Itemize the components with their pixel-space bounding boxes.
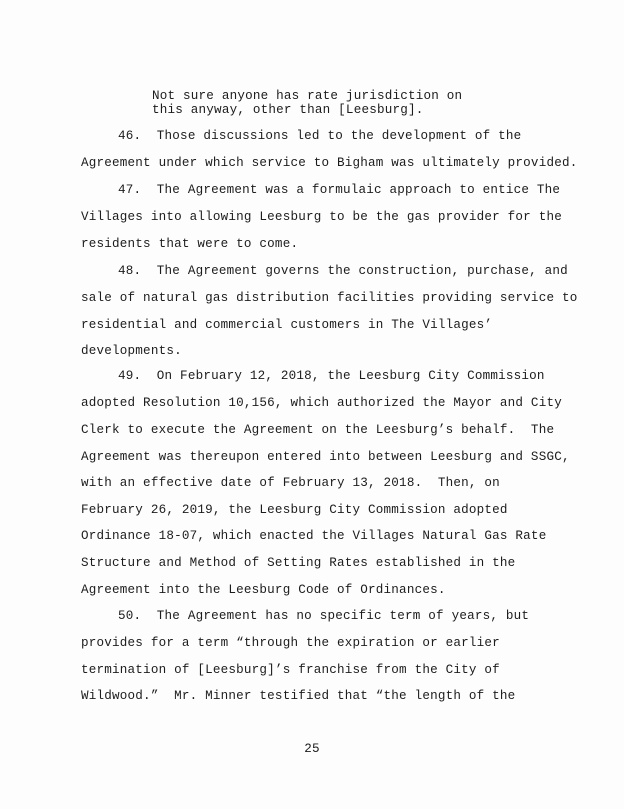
paragraph-46-line: 46. Those discussions led to the development of the (118, 129, 522, 143)
page-number: 25 (304, 742, 320, 756)
paragraph-46-line: Agreement under which service to Bigham was ultimately provided. (81, 156, 578, 170)
paragraph-49-line: adopted Resolution 10,156, which authorized the Mayor and City (81, 396, 562, 410)
paragraph-49-line: with an effective date of February 13, 2018. Then, on (81, 476, 500, 490)
paragraph-50-line: Wildwood.” Mr. Minner testified that “the length of the (81, 689, 516, 703)
block-quote-line: this anyway, other than [Leesburg]. (152, 103, 424, 117)
paragraph-50-line: termination of [Leesburg]’s franchise from the City of (81, 663, 500, 677)
paragraph-47-line: Villages into allowing Leesburg to be the gas provider for the (81, 210, 562, 224)
paragraph-49-line: Agreement into the Leesburg Code of Ordinances. (81, 583, 446, 597)
paragraph-47-line: residents that were to come. (81, 237, 299, 251)
paragraph-49-line: February 26, 2019, the Leesburg City Commission adopted (81, 503, 508, 517)
paragraph-49-line: 49. On February 12, 2018, the Leesburg City Commission (118, 369, 545, 383)
paragraph-48-line: residential and commercial customers in The Villages’ (81, 318, 493, 332)
block-quote-line: Not sure anyone has rate jurisdiction on (152, 89, 463, 103)
paragraph-49-line: Agreement was thereupon entered into between Leesburg and SSGC, (81, 450, 570, 464)
paragraph-49-line: Structure and Method of Setting Rates established in the (81, 556, 516, 570)
paragraph-50-line: 50. The Agreement has no specific term of years, but (118, 609, 530, 623)
paragraph-48-line: developments. (81, 344, 182, 358)
paragraph-48-line: sale of natural gas distribution facilities providing service to (81, 291, 578, 305)
paragraph-50-line: provides for a term “through the expiration or earlier (81, 636, 500, 650)
paragraph-49-line: Clerk to execute the Agreement on the Leesburg’s behalf. The (81, 423, 555, 437)
paragraph-48-line: 48. The Agreement governs the construction, purchase, and (118, 264, 568, 278)
paragraph-49-line: Ordinance 18-07, which enacted the Villages Natural Gas Rate (81, 529, 547, 543)
paragraph-47-line: 47. The Agreement was a formulaic approach to entice The (118, 183, 561, 197)
